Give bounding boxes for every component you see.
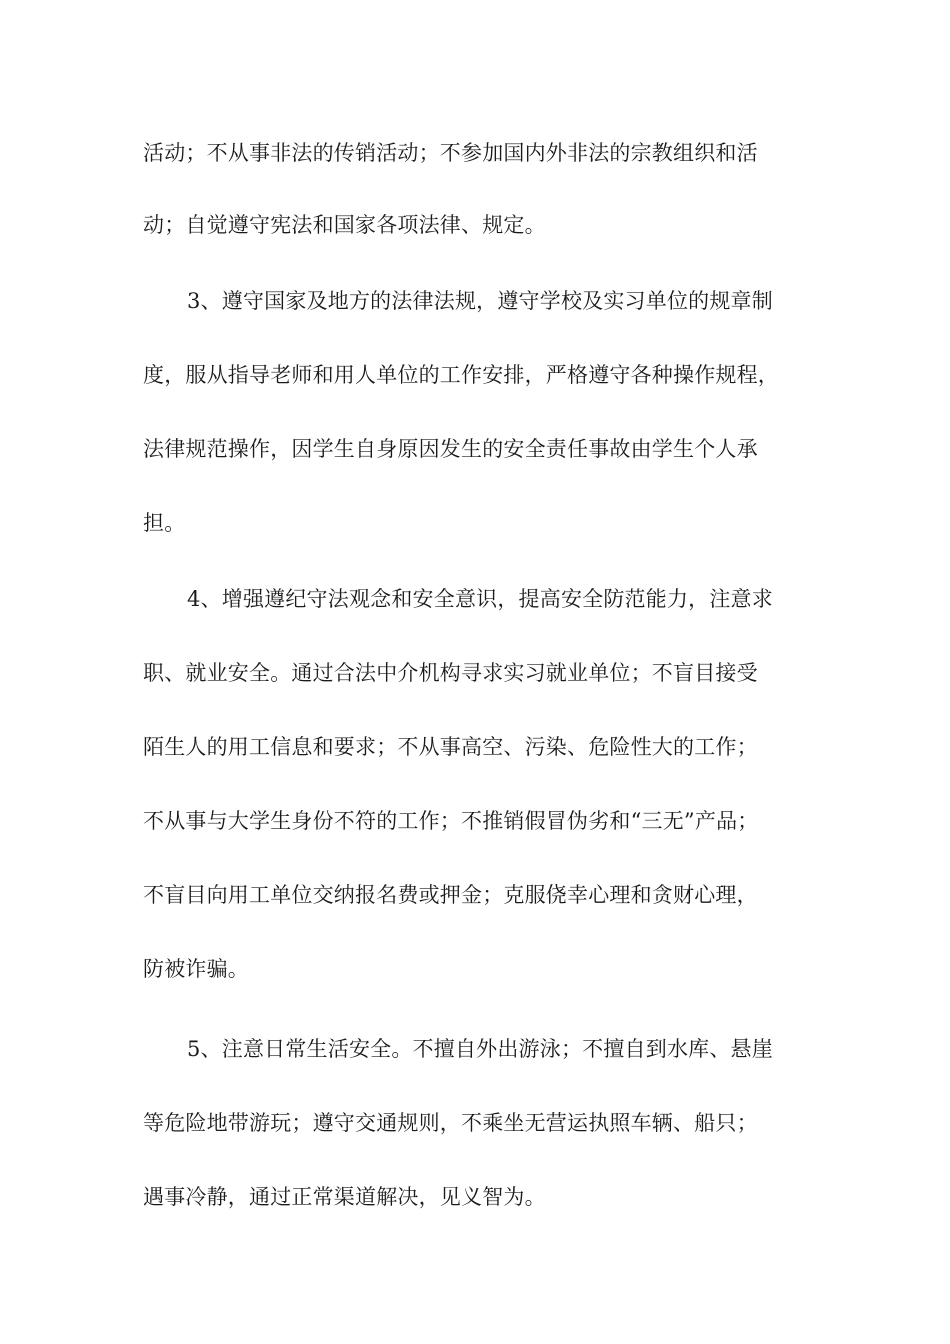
text-line: 陌生人的用工信息和要求；不从事高空、污染、危险性大的工作； [143,735,758,759]
text-line: 不盲目向用工单位交纳报名费或押金；克服侥幸心理和贪财心理， [143,883,758,907]
paragraph-4-start: 4、增强遵纪守法观念和安全意识，提高安全防范能力，注意求 [187,587,773,611]
text-line: 职、就业安全。通过合法中介机构寻求实习就业单位；不盲目接受 [143,661,758,685]
text-line: 度，服从指导老师和用人单位的工作安排，严格遵守各种操作规程， [143,363,779,387]
text-line: 防被诈骗。 [143,957,249,981]
text-line: 等危险地带游玩；遵守交通规则，不乘坐无营运执照车辆、船只； [143,1111,758,1135]
text-line: 法律规范操作，因学生自身原因发生的安全责任事故由学生个人承 [143,437,758,461]
text-line: 活动；不从事非法的传销活动；不参加国内外非法的宗教组织和活 [143,141,758,165]
text-line: 不从事与大学生身份不符的工作；不推销假冒伪劣和“三无”产品； [143,809,759,833]
paragraph-3-start: 3、遵守国家及地方的法律法规，遵守学校及实习单位的规章制 [187,289,773,313]
text-line: 动；自觉遵守宪法和国家各项法律、规定。 [143,213,546,237]
paragraph-5-start: 5、注意日常生活安全。不擅自外出游泳；不擅自到水库、悬崖 [187,1037,773,1061]
text-line: 遇事冷静，通过正常渠道解决，见义智为。 [143,1185,546,1209]
text-line: 担。 [143,511,186,535]
